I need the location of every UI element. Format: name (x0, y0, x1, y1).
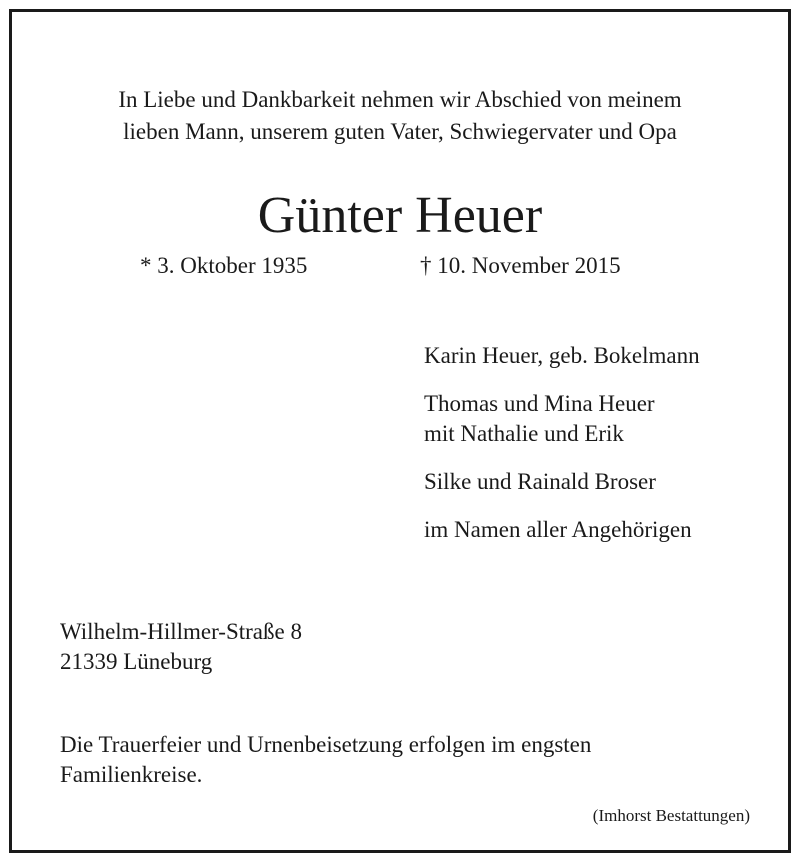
funeral-notice (60, 730, 591, 790)
death-date: † 10. November 2015 (420, 253, 621, 278)
intro-line-1: In Liebe und Dankbarkeit nehmen wir Abschied von meinem (118, 87, 682, 112)
family-entry-son (424, 389, 700, 449)
address-street: Wilhelm-Hillmer-Straße 8 (60, 619, 302, 644)
address-city: 21339 Lüneburg (60, 649, 213, 674)
intro-line-2: lieben Mann, unserem guten Vater, Schwiegervater und Opa (123, 119, 677, 144)
intro-text (0, 84, 800, 148)
family-entry-relatives: im Namen aller Angehörigen (424, 517, 692, 542)
birth-date: * 3. Oktober 1935 (140, 253, 308, 278)
family-entry-son-line-2: mit Nathalie und Erik (424, 421, 624, 446)
funeral-home-credit: (Imhorst Bestattungen) (592, 806, 750, 825)
family-entry-son-line-1: Thomas und Mina Heuer (424, 391, 655, 416)
funeral-notice-line-1: Die Trauerfeier und Urnenbeisetzung erfolgen im engsten (60, 732, 592, 757)
address-block (60, 617, 302, 677)
family-entry-spouse: Karin Heuer, geb. Bokelmann (424, 343, 700, 368)
deceased-name: Günter Heuer (257, 187, 543, 244)
funeral-notice-line-2: Familienkreise. (60, 762, 203, 787)
family-list (424, 341, 700, 545)
family-entry-daughter: Silke und Rainald Broser (424, 469, 656, 494)
